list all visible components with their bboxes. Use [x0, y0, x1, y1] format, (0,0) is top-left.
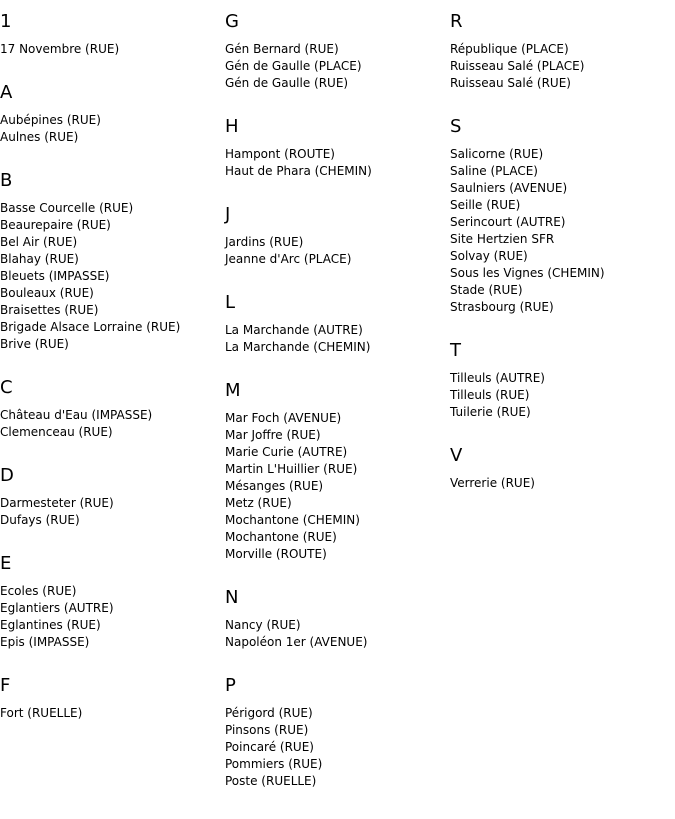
street-link[interactable]: Saline (PLACE) — [450, 164, 538, 178]
street-list-item — [450, 180, 675, 197]
street-link[interactable]: Ruisseau Salé (RUE) — [450, 76, 571, 90]
street-link[interactable]: Ruisseau Salé (PLACE) — [450, 59, 585, 73]
letter-section-c — [0, 377, 225, 441]
street-list-item — [225, 146, 450, 163]
street-list-item — [0, 495, 225, 512]
street-link[interactable]: Salicorne (RUE) — [450, 147, 544, 161]
street-link[interactable]: Ecoles (RUE) — [0, 584, 77, 598]
street-link[interactable]: Nancy (RUE) — [225, 618, 301, 632]
street-link[interactable]: Fort (RUELLE) — [0, 706, 83, 720]
street-list — [225, 617, 450, 651]
street-link[interactable]: Tilleuls (RUE) — [450, 388, 530, 402]
street-index-column-2 — [225, 0, 450, 790]
street-link[interactable]: Martin L'Huillier (RUE) — [225, 462, 358, 476]
street-list-item — [225, 461, 450, 478]
street-list-item — [450, 231, 675, 248]
letter-section-j — [225, 204, 450, 268]
street-list — [450, 370, 675, 421]
street-list-item — [0, 112, 225, 129]
street-list-item — [450, 197, 675, 214]
street-link[interactable]: Poste (RUELLE) — [225, 774, 317, 788]
street-link[interactable]: Sous les Vignes (CHEMIN) — [450, 266, 605, 280]
street-list-item — [450, 248, 675, 265]
letter-heading: D — [0, 465, 14, 486]
street-list-item — [225, 410, 450, 427]
street-link[interactable]: Gén de Gaulle (PLACE) — [225, 59, 362, 73]
letter-heading: G — [225, 11, 239, 32]
street-link[interactable]: Brigade Alsace Lorraine (RUE) — [0, 320, 181, 334]
street-list-item — [450, 265, 675, 282]
letter-section-m — [225, 380, 450, 563]
street-list-item — [225, 339, 450, 356]
street-list-item — [0, 251, 225, 268]
street-link[interactable]: Pommiers (RUE) — [225, 757, 323, 771]
street-link[interactable]: Mar Foch (AVENUE) — [225, 411, 342, 425]
street-link[interactable]: Mochantone (CHEMIN) — [225, 513, 360, 527]
street-list-item — [450, 475, 675, 492]
street-link[interactable]: Solvay (RUE) — [450, 249, 528, 263]
letter-section-p — [225, 675, 450, 790]
street-list-item — [0, 285, 225, 302]
letter-heading: E — [0, 553, 12, 574]
street-list-item — [0, 129, 225, 146]
street-list-item — [0, 583, 225, 600]
street-link[interactable]: La Marchande (CHEMIN) — [225, 340, 371, 354]
street-link[interactable]: Marie Curie (AUTRE) — [225, 445, 348, 459]
street-link[interactable]: Verrerie (RUE) — [450, 476, 535, 490]
street-link[interactable]: Tilleuls (AUTRE) — [450, 371, 545, 385]
street-link[interactable]: Basse Courcelle (RUE) — [0, 201, 134, 215]
street-link[interactable]: Tuilerie (RUE) — [450, 405, 531, 419]
letter-section-r — [450, 11, 675, 92]
street-list — [225, 234, 450, 268]
street-list-item — [225, 756, 450, 773]
street-list-item — [450, 58, 675, 75]
street-list-item — [0, 319, 225, 336]
street-link[interactable]: Braisettes (RUE) — [0, 303, 99, 317]
letter-heading: L — [225, 292, 236, 313]
street-list-item — [225, 478, 450, 495]
street-list-item — [0, 336, 225, 353]
street-link[interactable]: Eglantiers (AUTRE) — [0, 601, 114, 615]
street-link[interactable]: Aubépines (RUE) — [0, 113, 101, 127]
street-list-item — [0, 407, 225, 424]
letter-section-g — [225, 11, 450, 92]
street-list-item — [0, 268, 225, 285]
street-list-item — [450, 387, 675, 404]
street-list-item — [225, 773, 450, 790]
street-list-item — [450, 370, 675, 387]
street-link[interactable]: Beaurepaire (RUE) — [0, 218, 111, 232]
street-index-column-1 — [0, 0, 225, 722]
street-list — [225, 41, 450, 92]
street-list-item — [225, 444, 450, 461]
street-list-item — [0, 617, 225, 634]
letter-section-d — [0, 465, 225, 529]
street-list-item — [450, 404, 675, 421]
street-link[interactable]: Strasbourg (RUE) — [450, 300, 554, 314]
street-list-item — [0, 200, 225, 217]
street-link[interactable]: Aulnes (RUE) — [0, 130, 79, 144]
letter-section-t — [450, 340, 675, 421]
street-link[interactable]: Darmesteter (RUE) — [0, 496, 114, 510]
street-link[interactable]: Eglantines (RUE) — [0, 618, 101, 632]
street-list — [0, 583, 225, 651]
street-list — [0, 407, 225, 441]
street-list-item — [225, 163, 450, 180]
street-list-item — [225, 722, 450, 739]
street-list-item — [450, 75, 675, 92]
street-link[interactable]: Mésanges (RUE) — [225, 479, 324, 493]
street-list-item — [0, 234, 225, 251]
letter-heading: J — [225, 204, 231, 225]
street-link[interactable]: Morville (ROUTE) — [225, 547, 327, 561]
street-link[interactable]: Gén Bernard (RUE) — [225, 42, 339, 56]
street-list-item — [225, 427, 450, 444]
letter-section-s — [450, 116, 675, 316]
letter-heading: H — [225, 116, 239, 137]
street-link[interactable]: Blahay (RUE) — [0, 252, 79, 266]
street-list-item — [225, 546, 450, 563]
street-list — [450, 41, 675, 92]
street-list-item — [225, 739, 450, 756]
street-list-item — [450, 299, 675, 316]
street-link[interactable]: Jardins (RUE) — [225, 235, 304, 249]
street-link[interactable]: Haut de Phara (CHEMIN) — [225, 164, 372, 178]
street-list-item — [225, 634, 450, 651]
street-list — [450, 475, 675, 492]
street-link[interactable]: Seille (RUE) — [450, 198, 521, 212]
letter-heading: B — [0, 170, 13, 191]
street-list — [225, 410, 450, 563]
letter-heading: N — [225, 587, 239, 608]
street-list-item — [225, 251, 450, 268]
street-list — [0, 41, 225, 58]
letter-section-1 — [0, 11, 225, 58]
street-list-item — [225, 529, 450, 546]
street-link[interactable]: Saulniers (AVENUE) — [450, 181, 568, 195]
street-link[interactable]: Poincaré (RUE) — [225, 740, 314, 754]
street-link[interactable]: Jeanne d'Arc (PLACE) — [225, 252, 352, 266]
letter-heading: F — [0, 675, 11, 696]
street-list-item — [450, 41, 675, 58]
street-link[interactable]: Clemenceau (RUE) — [0, 425, 113, 439]
letter-heading: P — [225, 675, 236, 696]
street-list-item — [225, 58, 450, 75]
street-list-item — [225, 234, 450, 251]
street-link[interactable]: Dufays (RUE) — [0, 513, 80, 527]
street-list-item — [225, 512, 450, 529]
street-link[interactable]: Gén de Gaulle (RUE) — [225, 76, 349, 90]
street-list-item — [225, 617, 450, 634]
street-list-item — [450, 282, 675, 299]
street-link[interactable]: Metz (RUE) — [225, 496, 292, 510]
street-list-item — [0, 705, 225, 722]
street-link[interactable]: Serincourt (AUTRE) — [450, 215, 566, 229]
street-list-item — [0, 512, 225, 529]
letter-section-e — [0, 553, 225, 651]
street-link[interactable]: Mar Joffre (RUE) — [225, 428, 321, 442]
street-link[interactable]: République (PLACE) — [450, 42, 569, 56]
street-list — [0, 200, 225, 353]
street-list-item — [0, 600, 225, 617]
letter-heading: M — [225, 380, 241, 401]
letter-section-n — [225, 587, 450, 651]
street-list-item — [225, 41, 450, 58]
letter-section-a — [0, 82, 225, 146]
street-link[interactable]: 17 Novembre (RUE) — [0, 42, 120, 56]
street-list-item — [450, 146, 675, 163]
letter-heading: 1 — [0, 11, 12, 32]
street-link[interactable]: La Marchande (AUTRE) — [225, 323, 363, 337]
street-link[interactable]: Bel Air (RUE) — [0, 235, 78, 249]
street-link[interactable]: Mochantone (RUE) — [225, 530, 337, 544]
street-list-item — [225, 705, 450, 722]
street-list-item — [225, 75, 450, 92]
street-link[interactable]: Bouleaux (RUE) — [0, 286, 94, 300]
street-list-item — [0, 41, 225, 58]
letter-heading: S — [450, 116, 462, 137]
letter-heading: R — [450, 11, 463, 32]
street-list — [0, 705, 225, 722]
street-link[interactable]: Bleuets (IMPASSE) — [0, 269, 110, 283]
street-list-item — [225, 495, 450, 512]
street-list — [225, 705, 450, 790]
street-link[interactable]: Stade (RUE) — [450, 283, 523, 297]
letter-section-v — [450, 445, 675, 492]
street-list-item — [0, 424, 225, 441]
street-list — [450, 146, 675, 316]
street-list-item — [450, 163, 675, 180]
street-link[interactable]: Pinsons (RUE) — [225, 723, 309, 737]
street-link[interactable]: Périgord (RUE) — [225, 706, 313, 720]
street-list-item — [0, 634, 225, 651]
letter-heading: T — [450, 340, 461, 361]
letter-section-l — [225, 292, 450, 356]
street-link[interactable]: Epis (IMPASSE) — [0, 635, 90, 649]
street-list — [0, 495, 225, 529]
street-list — [225, 146, 450, 180]
street-link[interactable]: Napoléon 1er (AVENUE) — [225, 635, 368, 649]
street-list-item — [0, 217, 225, 234]
street-list — [225, 322, 450, 356]
street-index-column-3 — [450, 0, 675, 492]
street-link[interactable]: Site Hertzien SFR — [450, 232, 555, 246]
street-list-item — [225, 322, 450, 339]
street-link[interactable]: Brive (RUE) — [0, 337, 69, 351]
street-list — [0, 112, 225, 146]
letter-heading: A — [0, 82, 13, 103]
street-link[interactable]: Château d'Eau (IMPASSE) — [0, 408, 153, 422]
letter-section-h — [225, 116, 450, 180]
letter-heading: V — [450, 445, 463, 466]
letter-section-f — [0, 675, 225, 722]
street-list-item — [0, 302, 225, 319]
street-list-item — [450, 214, 675, 231]
letter-section-b — [0, 170, 225, 353]
letter-heading: C — [0, 377, 13, 398]
street-link[interactable]: Hampont (ROUTE) — [225, 147, 335, 161]
